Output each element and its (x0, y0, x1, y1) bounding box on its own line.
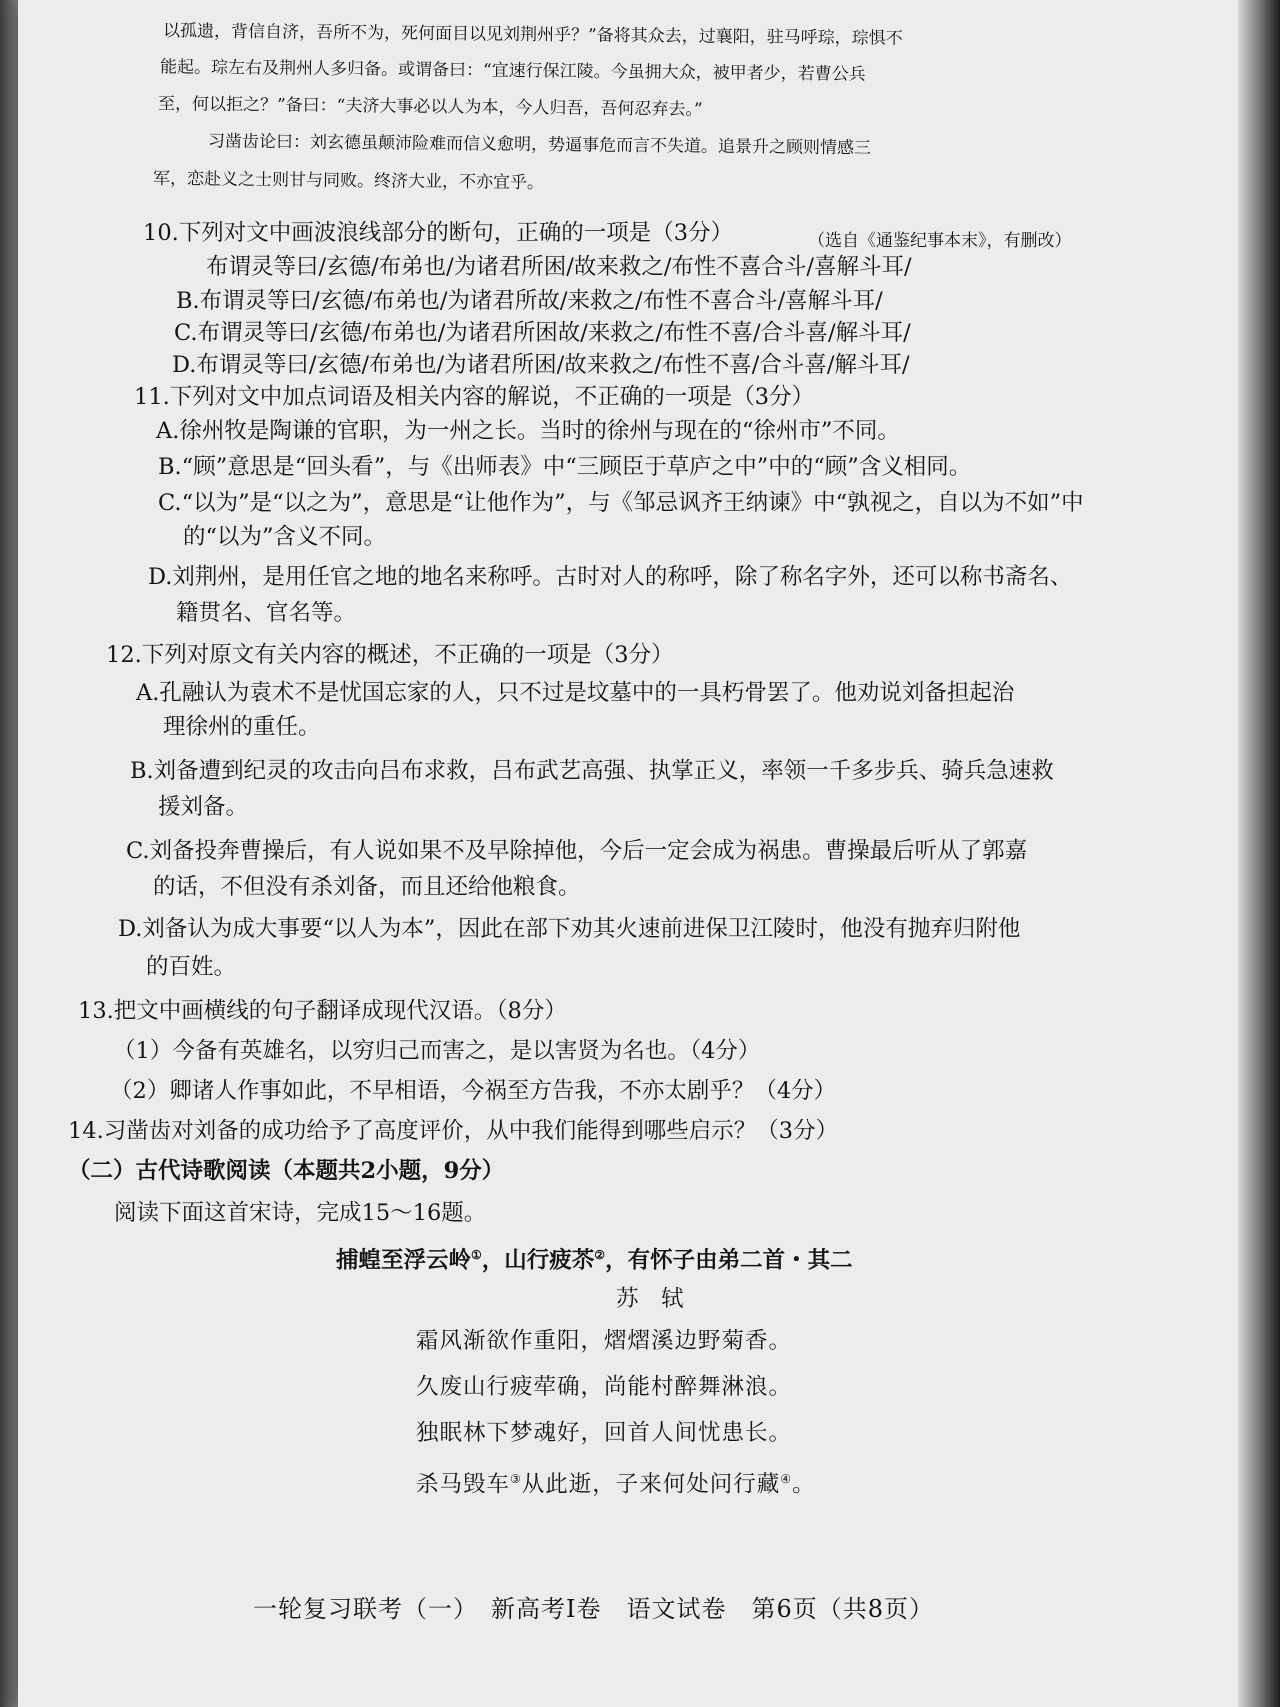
q12-option-c-line-2: 的话，不但没有杀刘备，而且还给他粮食。 (153, 874, 581, 900)
q10-stem: 10.下列对文中画波浪线部分的断句，正确的一项是（3分） (143, 220, 734, 246)
passage-line-1: 以孤遗，背信自济，吾所不为，死何面目以见刘荆州乎？”备将其众去，过襄阳，驻马呼琮，琮惧不 (162, 21, 903, 49)
q11-option-a: A.徐州牧是陶谦的官职，为一州之长。当时的徐州与现在的“徐州市”不同。 (156, 418, 900, 444)
section-2-intro: 阅读下面这首宋诗，完成15～16题。 (114, 1200, 487, 1226)
q12-option-d-line-2: 的百姓。 (146, 954, 237, 980)
q12-option-b-line-1: B.刘备遭到纪灵的攻击向吕布求救，吕布武艺高强、执掌正义，率领一千多步兵、骑兵急速救 (130, 758, 1054, 784)
poem-note-3: ③ (510, 1472, 522, 1486)
q12-option-a-line-2: 理徐州的重任。 (163, 714, 321, 740)
q11-stem: 11.下列对文中加点词语及相关内容的解说，不正确的一项是（3分） (134, 384, 815, 410)
section-2-heading: （二）古代诗歌阅读（本题共2小题，9分） (68, 1158, 505, 1184)
q12-stem: 12.下列对原文有关内容的概述，不正确的一项是（3分） (106, 642, 674, 668)
poem-note-4: ④ (780, 1472, 793, 1486)
poem-line-3: 独眠林下梦魂好，回首人间忧患长。 (416, 1420, 793, 1446)
q12-option-b-line-2: 援刘备。 (158, 794, 249, 820)
q10-option-a: 布谓灵等曰/玄德/布弟也/为诸君所困/故来救之/布性不喜合斗/喜解斗耳/ (206, 254, 912, 280)
passage-line-2: 能起。琮左右及荆州人多归备。或谓备曰：“宜速行保江陵。今虽拥大众，被甲者少，若曹公兵 (159, 57, 866, 85)
q13-sentence-2: （2）卿诸人作事如此，不早相语，今祸至方告我，不亦太剧乎？（4分） (110, 1078, 837, 1104)
poem-line-4: 杀马毁车③从此逝，子来何处问行藏④。 (416, 1471, 816, 1498)
passage-line-3: 至，何以拒之？”备曰：“夫济大事必以人为本，今人归吾，吾何忍弃去。” (157, 94, 703, 120)
page-footer: 一轮复习联考（一） 新高考Ⅰ卷 语文试卷 第6页（共8页） (253, 1595, 935, 1623)
q10-option-b: B.布谓灵等曰/玄德/布弟也/为诸君所故/来救之/布性不喜合斗/喜解斗耳/ (176, 288, 883, 314)
q10-option-d: D.布谓灵等曰/玄德/布弟也/为诸君所困/故来救之/布性不喜/合斗喜/解斗耳/ (172, 352, 910, 378)
q11-option-c-line-2: 的“以为”含义不同。 (183, 524, 387, 550)
q12-option-d-line-1: D.刘备认为成大事要“以人为本”，因此在部下劝其火速前进保卫江陵时，他没有抛弃归附他 (118, 916, 1021, 942)
poem-line-2: 久废山行疲荦确，尚能村醉舞淋浪。 (416, 1374, 793, 1400)
q11-option-c-line-1: C.“以为”是“以之为”，意思是“让他作为”，与《邹忌讽齐王纳谏》中“孰视之，自以为不如”中 (158, 490, 1084, 516)
poem-note-2: ② (594, 1248, 606, 1262)
q13-stem: 13.把文中画横线的句子翻译成现代汉语。（8分） (78, 998, 567, 1024)
poem-title: 捕蝗至浮云岭①，山行疲苶②，有怀子由弟二首・其二 (336, 1247, 853, 1274)
poem-line-1: 霜风渐欲作重阳，熠熠溪边野菊香。 (416, 1328, 793, 1354)
exam-page (18, 0, 1238, 1707)
poem-author: 苏 轼 (616, 1286, 684, 1312)
q13-sentence-1: （1）今备有英雄名，以穷归己而害之，是以害贤为名也。（4分） (113, 1038, 761, 1064)
q12-option-a-line-1: A.孔融认为袁术不是忧国忘家的人，只不过是坟墓中的一具朽骨罢了。他劝说刘备担起治 (136, 680, 1015, 706)
page-edge-right (1238, 0, 1280, 1707)
q11-option-b: B.“顾”意思是“回头看”，与《出师表》中“三顾臣于草庐之中”中的“顾”含义相同。 (158, 454, 972, 480)
q11-option-d-line-1: D.刘荆州，是用任官之地的地名来称呼。古时对人的称呼，除了称名字外，还可以称书斋名、 (148, 564, 1073, 590)
q11-option-d-line-2: 籍贯名、官名等。 (176, 600, 357, 626)
passage-line-4: 习凿齿论曰：刘玄德虽颠沛险难而信义愈明，势逼事危而言不失道。追景升之顾则情感三 (207, 131, 872, 159)
poem-note-1: ① (471, 1248, 482, 1262)
q10-option-c: C.布谓灵等曰/玄德/布弟也/为诸君所困故/来救之/布性不喜/合斗喜/解斗耳/ (174, 320, 911, 346)
passage-source: （选自《通鉴纪事本末》，有删改） (808, 231, 1072, 251)
passage-line-5: 军，恋赴义之士则甘与同败。终济大业，不亦宜乎。 (152, 168, 545, 194)
q14-stem: 14.习凿齿对刘备的成功给予了高度评价，从中我们能得到哪些启示？（3分） (68, 1118, 839, 1144)
q12-option-c-line-1: C.刘备投奔曹操后，有人说如果不及早除掉他，今后一定会成为祸患。曹操最后听从了郭嘉 (126, 838, 1028, 864)
